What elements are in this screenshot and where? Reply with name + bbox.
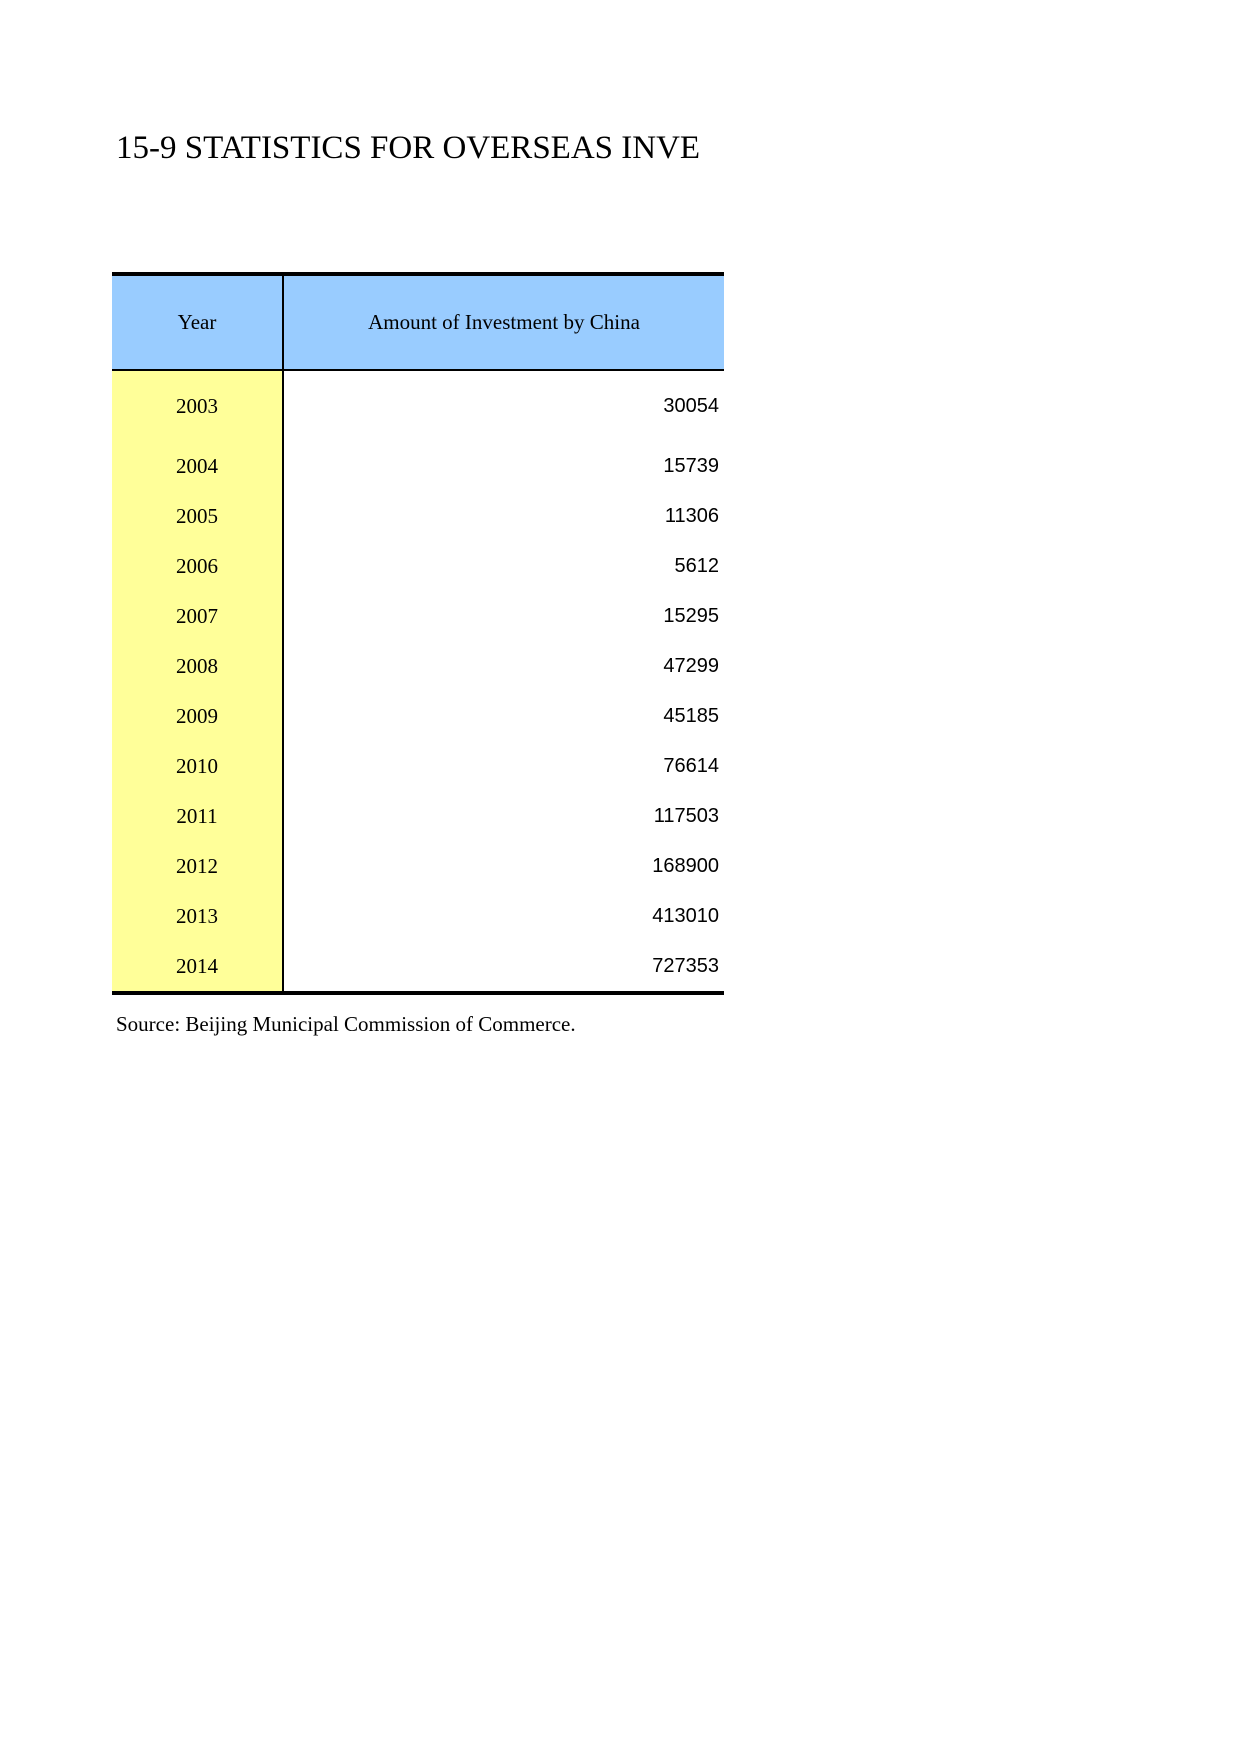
year-cell: 2006 bbox=[112, 541, 283, 591]
amount-cell: 168900 bbox=[652, 854, 719, 877]
table-row bbox=[112, 541, 724, 591]
year-cell: 2012 bbox=[112, 841, 283, 891]
amount-cell: 413010 bbox=[652, 904, 719, 927]
page-title: 15-9 STATISTICS FOR OVERSEAS INVE bbox=[116, 130, 701, 166]
table-row bbox=[112, 791, 724, 841]
table-row bbox=[112, 370, 724, 441]
amount-cell: 117503 bbox=[653, 804, 719, 827]
amount-cell: 47299 bbox=[663, 654, 719, 677]
table-row bbox=[112, 641, 724, 691]
source-note: Source: Beijing Municipal Commission of Commerce. bbox=[116, 1012, 576, 1036]
year-cell: 2011 bbox=[112, 791, 283, 841]
investment-table bbox=[112, 272, 724, 995]
table-row bbox=[112, 691, 724, 741]
amount-cell: 11306 bbox=[664, 504, 719, 527]
table-row bbox=[112, 491, 724, 541]
year-cell: 2010 bbox=[112, 741, 283, 791]
year-cell: 2014 bbox=[112, 941, 283, 993]
table-row bbox=[112, 891, 724, 941]
year-cell: 2008 bbox=[112, 641, 283, 691]
year-cell: 2009 bbox=[112, 691, 283, 741]
column-header-amount: Amount of Investment by China bbox=[283, 274, 724, 370]
amount-cell: 15739 bbox=[663, 454, 719, 477]
year-cell: 2013 bbox=[112, 891, 283, 941]
year-cell: 2007 bbox=[112, 591, 283, 641]
table-row bbox=[112, 591, 724, 641]
table-header-row bbox=[112, 274, 724, 370]
amount-cell: 45185 bbox=[663, 704, 719, 727]
amount-cell: 5612 bbox=[674, 554, 719, 577]
year-cell: 2004 bbox=[112, 441, 283, 491]
table-row bbox=[112, 441, 724, 491]
table-row bbox=[112, 741, 724, 791]
year-cell: 2003 bbox=[112, 370, 283, 441]
amount-cell: 15295 bbox=[663, 604, 719, 627]
year-cell: 2005 bbox=[112, 491, 283, 541]
table-row bbox=[112, 841, 724, 891]
column-header-year: Year bbox=[112, 274, 283, 370]
amount-cell: 30054 bbox=[663, 394, 719, 417]
table-row bbox=[112, 941, 724, 993]
amount-cell: 76614 bbox=[663, 754, 719, 777]
amount-cell: 727353 bbox=[283, 941, 724, 993]
